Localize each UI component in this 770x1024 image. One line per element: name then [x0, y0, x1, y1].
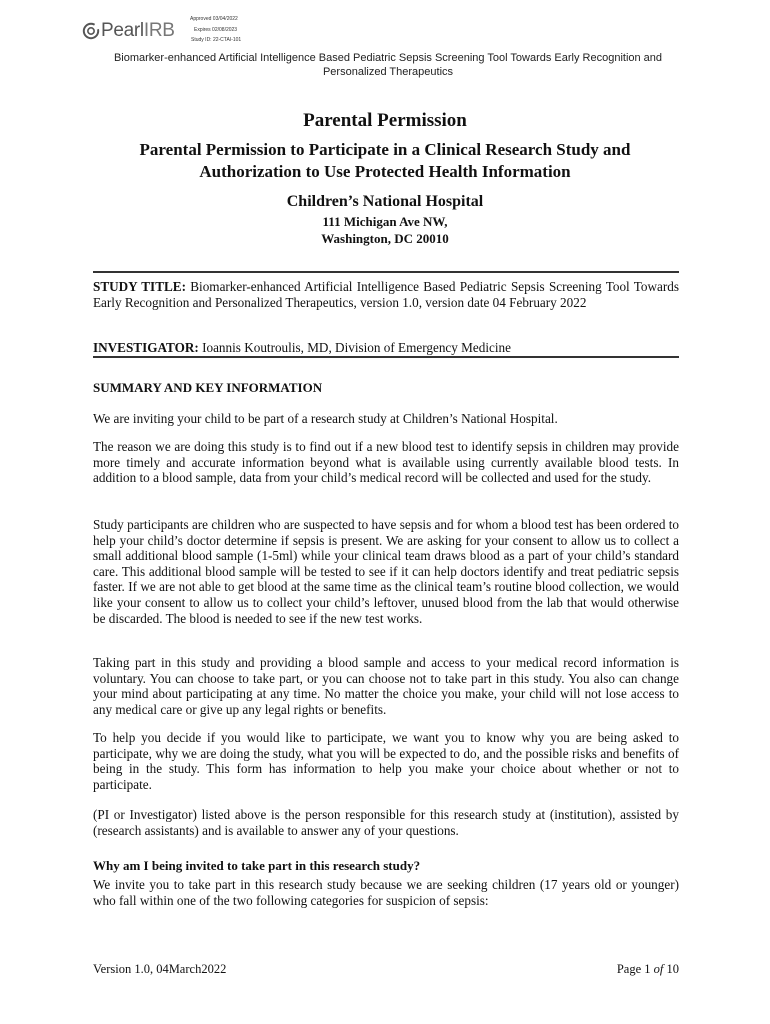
logo-text: PearlIRB [101, 20, 175, 41]
paragraph: (PI or Investigator) listed above is the person responsible for this research study at (institution), assisted by (research assistants) and is available to answer any of your questions. [93, 807, 679, 838]
paragraph: To help you decide if you would like to participate, we want you to know why you are being asked to participate, why we are doing the study, what you will be expected to do, and the possible risks and benefits of being in the study. This form has information to help you make your choice about whether or not to participate. [93, 730, 679, 792]
summary-heading: SUMMARY AND KEY INFORMATION [93, 380, 323, 395]
paragraph: Study participants are children who are suspected to have sepsis and for whom a blood test has been ordered to help your child’s doctor determine if sepsis is present. We are asking for your consent to allow us to collect a small additional blood sample (1-5ml) while your clinical team draws blood as a part of your child’s standard care. This additional blood sample will be tested to see if it can help doctors identify and treat pediatric sepsis faster. If we are not able to get blood at the same time as the clinical team’s routine blood collection, we would like your consent to allow us to collect your child’s leftover, unused blood from the lab that would otherwise be discarded. The blood is needed to see if the new test works. [93, 517, 679, 626]
pearl-logo-icon [82, 22, 100, 40]
footer-page-number: Page 1 of 10 [616, 962, 679, 976]
study-title-block [93, 279, 679, 310]
stamp-study-id: Study ID: 22-CTAI-101 [191, 37, 242, 43]
divider-line [93, 271, 679, 273]
investigator-label: INVESTIGATOR: [93, 340, 199, 355]
footer-version: Version 1.0, 04March2022 [93, 962, 227, 976]
stamp-expires: Expires 02/08/2023 [194, 26, 238, 33]
divider-line [93, 356, 679, 358]
irb-approval-stamp [190, 14, 241, 46]
institution-address: 111 Michigan Ave NW, Washington, DC 20010 [321, 214, 449, 246]
paragraph: The reason we are doing this study is to find out if a new blood test to identify sepsis in children may provide more timely and accurate information beyond what is available using currently available blood tests. In addition to a blood sample, data from your child’s medical record will be collected and used for the study. [93, 439, 679, 486]
study-title-text: Biomarker-enhanced Artificial Intelligence Based Pediatric Sepsis Screening Tool Towards Early Recognition and Personalized Therapeutics, version 1.0, version date 04 February 2022 [93, 279, 679, 310]
institution-name: Children’s National Hospital [286, 193, 484, 210]
document-title: Parental Permission [303, 110, 467, 131]
document-subtitle: Parental Permission to Participate in a Clinical Research Study and Authorization to Use Protected Health Information [139, 140, 631, 181]
running-header-title: Biomarker-enhanced Artificial Intelligence Based Pediatric Sepsis Screening Tool Towards Early Recognition and Personalized Therapeutics [113, 52, 663, 78]
pearl-irb-logo [82, 20, 175, 42]
why-paragraph: We invite you to take part in this research study because we are seeking children (17 years old or younger) who fall within one of the two following categories for suspicion of sepsis: [93, 877, 679, 908]
study-title-label: STUDY TITLE: [93, 279, 186, 294]
paragraph: Taking part in this study and providing a blood sample and access to your medical record information is voluntary. You can choose to take part, or you can choose not to take part in this study. You also can change your mind about participating at any time. No matter the choice you make, your child will not lose access to any medical care or give up any legal rights or benefits. [93, 655, 679, 717]
investigator-block [93, 340, 679, 356]
why-heading: Why am I being invited to take part in this research study? [93, 858, 421, 873]
investigator-text: Ioannis Koutroulis, MD, Division of Emergency Medicine [198, 340, 511, 355]
paragraph: We are inviting your child to be part of a research study at Children’s National Hospital. [93, 411, 558, 426]
stamp-approved: Approved 03/04/2022 [190, 16, 238, 22]
